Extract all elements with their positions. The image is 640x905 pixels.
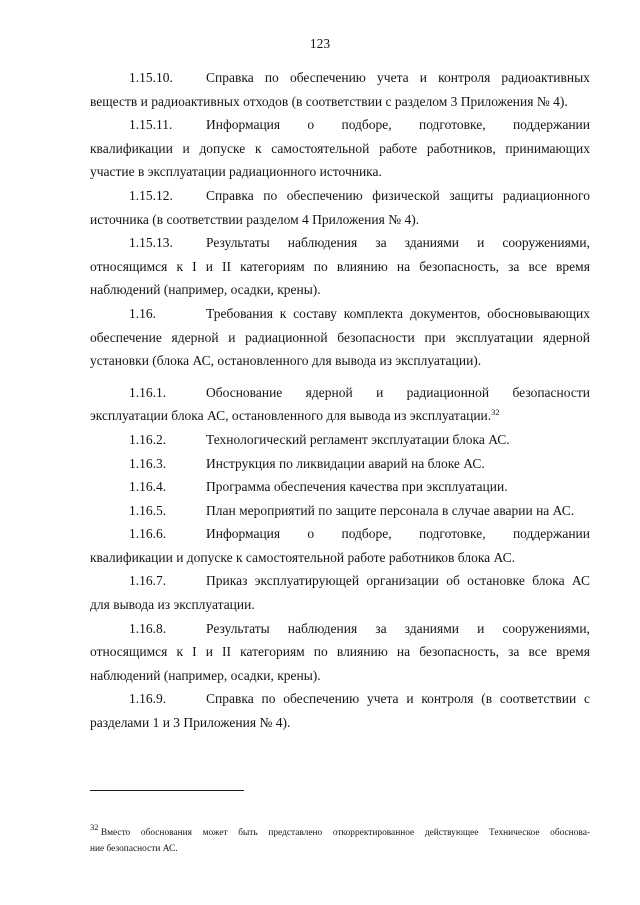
word: по [313,644,328,660]
word: об [446,573,460,589]
paragraph-item [90,687,590,734]
line-start [90,66,254,90]
word: Результаты [206,620,270,636]
item-number: 1.16.4. [129,479,167,495]
word: за [508,258,520,274]
line-text: ние безопасности АС. [90,844,178,854]
item-number: 1.15.12. [129,187,173,203]
text-line [90,137,590,161]
line-text: План мероприятий по защите персонала в случае аварии на АС. [206,502,575,518]
word: о [307,526,315,542]
word: категориям [240,644,305,660]
word: контроля [421,691,474,707]
line-start [90,569,247,593]
word: радиационного [502,187,590,203]
word: и [182,140,190,156]
word: обоснования [140,828,192,838]
word: самостоятельной [271,140,370,156]
line-start [90,522,280,546]
word: документов, [409,305,481,321]
line-start [90,113,280,137]
word: Справка [206,70,254,85]
word: и [228,329,236,345]
text-line [90,546,590,570]
word: блока [532,573,565,589]
footnote-number: 32 [90,822,99,832]
word: все [528,258,547,274]
word: безопасности [337,329,415,345]
word: о [307,117,315,133]
paragraph-item [90,522,590,569]
word: работников, [426,140,496,156]
word: может [202,828,228,838]
word: Техническое [489,828,540,838]
word: по [264,70,279,85]
item-number: 1.16.9. [129,691,167,707]
word: к [176,258,184,274]
word: относящимся [90,644,168,660]
text-line [90,326,590,350]
text-line [90,278,590,302]
item-number: 1.16.5. [129,502,167,518]
text-line [90,160,590,184]
word: защиты [449,187,494,203]
word: Информация [206,526,281,542]
word: обеспечению [286,187,363,203]
word: подготовке, [418,526,486,542]
word: безопасность, [419,644,499,660]
text-line [90,452,590,476]
text-line [90,617,590,641]
text-line [90,428,590,452]
word: I [192,258,197,274]
paragraph-item [90,381,590,428]
word: безопасности [512,384,590,400]
text-line [90,475,590,499]
word: составу [293,305,337,321]
word: откорректированное [332,828,415,838]
word: Обоснование [206,384,283,400]
line-start [90,381,282,405]
line-text: для вывода из эксплуатации. [90,597,255,613]
paragraph-item [90,302,590,373]
word: квалификации [90,140,173,156]
text-line [90,208,590,232]
line-text: Инструкция по ликвидации аварий на блоке АС. [206,455,485,471]
line-start [90,687,254,711]
line-text: веществ и радиоактивных отходов (в соответствии с разделом 3 Приложения № 4). [90,93,568,109]
line-start [90,302,273,326]
word: организации [366,573,439,589]
item-number: 1.16.2. [129,431,167,447]
paragraph-item [90,475,590,499]
word: комплекта [343,305,404,321]
word: Вместо [100,828,131,838]
word: по [313,258,328,274]
word: к [176,644,184,660]
text-line [90,90,590,114]
word: и [477,620,485,636]
word: время [556,258,590,274]
word: и [205,644,213,660]
paragraph-item [90,428,590,452]
word: на [396,644,411,660]
footnote [90,822,590,857]
item-number: 1.15.13. [129,235,173,251]
line-text: эксплуатации блока АС, остановленного для вывода из эксплуатации. [90,408,492,424]
word: зданиями [404,235,460,251]
word: II [222,644,232,660]
word: Справка [206,187,254,203]
word: Требования [206,305,273,321]
item-number: 1.16. [129,305,156,321]
word: к [254,140,262,156]
line-text: квалификации и допуске к самостоятельной работе работников блока АС. [90,549,516,565]
word: (в [481,691,493,707]
word: контроля [438,70,491,85]
item-number: 1.15.11. [129,117,173,133]
word: остановке [467,573,525,589]
line-text: Программа обеспечения качества при эксплуатации. [206,479,508,495]
word: учета [377,70,409,85]
word: за [508,644,520,660]
word: АС [571,573,590,589]
word: влиянию [336,644,388,660]
word: I [192,644,197,660]
word: обоснова- [550,828,590,838]
text-line [90,302,590,326]
word: наблюдения [287,620,358,636]
word: и [205,258,213,274]
footnote-separator [90,790,244,791]
text-line [90,66,590,90]
paragraph-item [90,499,590,523]
word: ядерной [305,384,353,400]
text-line [90,255,590,279]
text-line [90,841,590,857]
document-body [90,66,590,735]
item-number: 1.15.10. [129,70,173,85]
word: ядерной [171,329,219,345]
word: физической [372,187,440,203]
word: быть [238,828,258,838]
word: время [556,644,590,660]
line-start [90,184,254,208]
text-line [90,569,590,593]
word: с [583,691,590,707]
word: подборе, [341,526,392,542]
word: радиационной [245,329,328,345]
word: принимающих [505,140,590,156]
word: представлено [268,828,323,838]
word: Справка [206,691,254,707]
word: наблюдения [287,235,358,251]
word: подборе, [341,117,392,133]
text-line [90,593,590,617]
word: категориям [240,258,305,274]
word: зданиями [404,620,460,636]
line-text: установки (блока АС, остановленного для вывода из эксплуатации). [90,353,482,369]
word: при [424,329,446,345]
word: обосновывающих [487,305,590,321]
word: допуске [199,140,246,156]
word: действующее [424,828,479,838]
word: работе [379,140,418,156]
paragraph-item [90,66,590,113]
text-line [90,184,590,208]
footnote-start [90,822,131,841]
line-text: источника (в соответствии разделом 4 Приложения № 4). [90,211,420,227]
word: к [279,305,287,321]
word: относящимся [90,258,168,274]
text-line [90,499,590,523]
line-text: наблюдений (например, осадки, крены). [90,282,321,298]
text-line [90,687,590,711]
text-line [90,522,590,546]
paragraph-item [90,569,590,616]
word: обеспечение [90,329,162,345]
text-line [90,664,590,688]
word: Информация [206,117,281,133]
line-start [90,231,270,255]
item-number: 1.16.6. [129,526,167,542]
text-line [90,349,590,373]
word: сооружениями, [502,235,590,251]
word: радиоактивных [501,70,590,85]
word: II [222,258,232,274]
page-number: 123 [309,36,331,51]
word: по [261,691,276,707]
word: Результаты [206,235,270,251]
text-line [90,231,590,255]
word: Приказ [206,573,248,589]
line-text: разделами 1 и 3 Приложения № 4). [90,715,291,731]
word: поддержании [512,117,590,133]
word: влиянию [336,258,388,274]
text-line [90,822,590,841]
line-text: участие в эксплуатации радиационного источника. [90,164,382,180]
word: эксплуатации [455,329,534,345]
word: безопасность, [419,258,499,274]
word: эксплуатирующей [254,573,360,589]
word: и [406,691,414,707]
text-line [90,381,590,405]
text-line [90,640,590,664]
word: обеспечению [289,70,366,85]
word: подготовке, [418,117,486,133]
paragraph-item [90,452,590,476]
word: соответствии [499,691,577,707]
word: по [263,187,278,203]
item-number: 1.16.7. [129,573,167,589]
paragraph-item [90,113,590,184]
word: и [419,70,427,85]
footnote-reference[interactable]: 32 [491,407,500,418]
paragraph-item [90,231,590,302]
word: сооружениями, [502,620,590,636]
line-start [90,617,270,641]
item-number: 1.16.1. [129,384,167,400]
word: на [396,258,411,274]
word: и [376,384,384,400]
word: радиационной [406,384,490,400]
line-text: Технологический регламент эксплуатации блока АС. [206,431,510,447]
line-text: наблюдений (например, осадки, крены). [90,667,321,683]
word: за [375,235,387,251]
word: учета [366,691,399,707]
item-number: 1.16.8. [129,620,167,636]
word: поддержании [512,526,590,542]
word: за [375,620,387,636]
text-line [90,113,590,137]
paragraph-item [90,617,590,688]
text-line [90,404,590,428]
word: ядерной [542,329,590,345]
text-line [90,711,590,735]
word: все [528,644,547,660]
word: обеспечению [283,691,360,707]
paragraph-item [90,184,590,231]
item-number: 1.16.3. [129,455,167,471]
word: и [477,235,485,251]
